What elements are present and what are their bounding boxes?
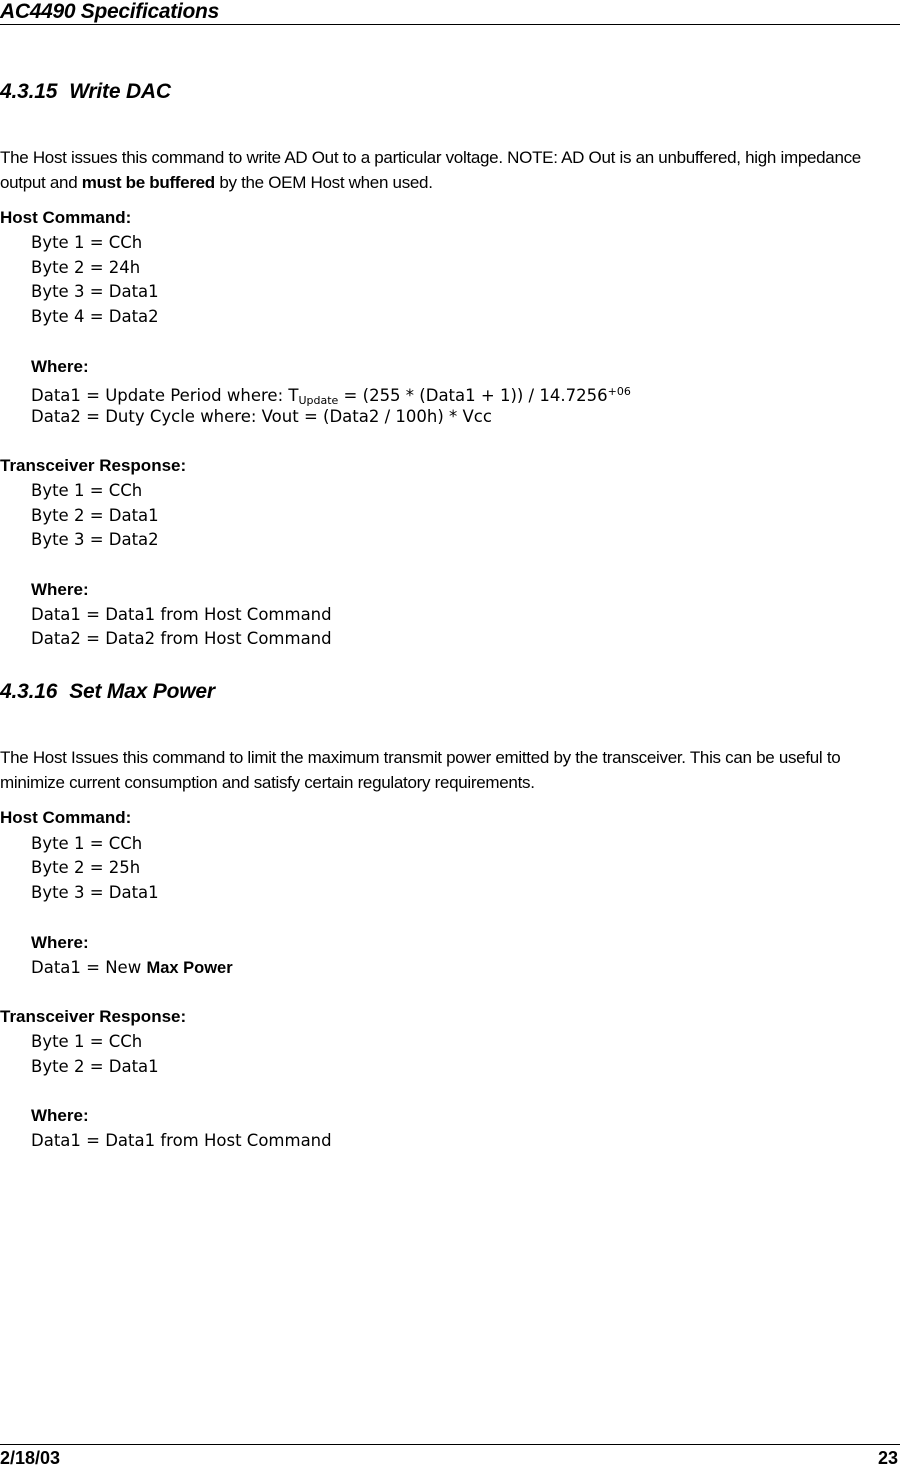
response-byte-2: Byte 2 = Data1 [31, 1057, 159, 1076]
description-text-end: by the OEM Host when used. [214, 173, 433, 192]
data2-definition: Data2 = Duty Cycle where: Vout = (Data2 / 100h) * Vcc [31, 407, 492, 426]
set-max-power-description: The Host Issues this command to limit the maximum transmit power emitted by the transceiver. This can be useful to minimize current consumption and satisfy certain regulatory requirements. [0, 748, 841, 792]
update-subscript: Update [298, 394, 339, 407]
page-number: 23 [877, 1448, 898, 1468]
where-label: Where: [31, 1106, 89, 1125]
where-label: Where: [31, 933, 89, 952]
footer-rule [0, 1444, 900, 1445]
response-byte-3: Byte 3 = Data2 [31, 530, 159, 549]
data1-formula: = (255 * (Data1 + 1)) / 14.7256 [338, 386, 608, 405]
must-be-buffered-emphasis: must be buffered [81, 173, 215, 192]
host-byte-3: Byte 3 = Data1 [31, 282, 159, 301]
data1-text: Data1 = Update Period where: T [31, 386, 299, 405]
section-heading-set-max-power [0, 679, 215, 705]
transceiver-response-label: Transceiver Response: [0, 456, 187, 475]
section-heading-write-dac [0, 79, 171, 105]
write-dac-description [0, 145, 900, 195]
host-byte-4: Byte 4 = Data2 [31, 307, 159, 326]
description-text: The Host issues this command to write AD Out to a particular voltage. NOTE: AD Out is an unbuffered, high impedance output and [0, 148, 861, 192]
response-byte-1: Byte 1 = CCh [31, 481, 143, 500]
host-command-label: Host Command: [0, 808, 132, 827]
host-byte-2: Byte 2 = 24h [31, 258, 141, 277]
host-byte-3: Byte 3 = Data1 [31, 883, 159, 902]
header-rule [0, 24, 900, 25]
section-number: 4.3.15 [0, 80, 58, 103]
document-title: AC4490 Specifications [0, 0, 219, 23]
footer-date: 2/18/03 [0, 1448, 61, 1468]
data1-text: Data1 = New [31, 958, 147, 977]
section-title: Set Max Power [69, 680, 215, 703]
host-command-label: Host Command: [0, 208, 132, 227]
transceiver-response-label: Transceiver Response: [0, 1007, 187, 1026]
response-data1-definition: Data1 = Data1 from Host Command [31, 605, 332, 624]
host-byte-1: Byte 1 = CCh [31, 233, 143, 252]
where-label: Where: [31, 357, 89, 376]
host-byte-2: Byte 2 = 25h [31, 858, 141, 877]
where-label: Where: [31, 580, 89, 599]
response-data1-definition: Data1 = Data1 from Host Command [31, 1131, 332, 1150]
section-number: 4.3.16 [0, 680, 58, 703]
host-byte-1: Byte 1 = CCh [31, 834, 143, 853]
section-title: Write DAC [69, 80, 171, 103]
response-data2-definition: Data2 = Data2 from Host Command [31, 629, 332, 648]
response-byte-2: Byte 2 = Data1 [31, 506, 159, 525]
response-byte-1: Byte 1 = CCh [31, 1032, 143, 1051]
data1-definition [31, 956, 233, 980]
max-power-emphasis: Max Power [146, 959, 233, 977]
exponent-superscript: +06 [607, 385, 631, 398]
